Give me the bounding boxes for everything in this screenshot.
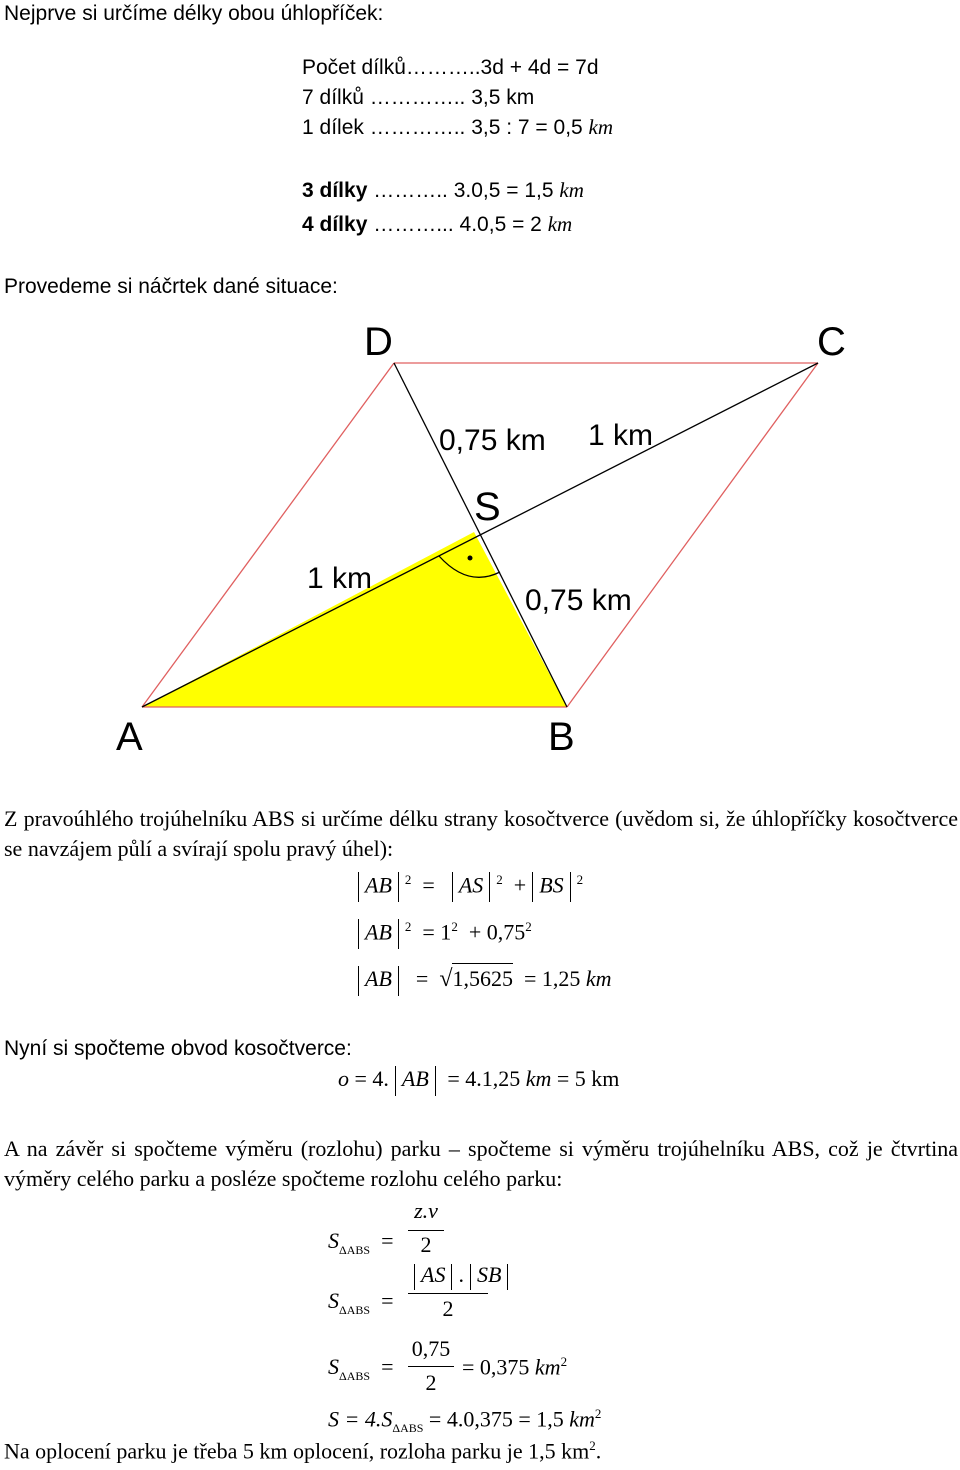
conclusion bbox=[4, 1438, 601, 1464]
fraction-line bbox=[408, 1293, 488, 1294]
abs-bar bbox=[489, 872, 490, 902]
calc-line-4-unit: km bbox=[559, 178, 584, 202]
intro-diagonals: Nejprve si určíme délky obou úhlopříček: bbox=[4, 2, 384, 25]
area-formula-3-rhs bbox=[462, 1354, 567, 1380]
perim-end: = 5 km bbox=[556, 1066, 620, 1092]
calc-line-3-unit: km bbox=[588, 115, 614, 139]
calc-line-5-text: ………... 4.0,5 = 2 bbox=[367, 213, 548, 236]
calc-line-5-unit: km bbox=[547, 212, 573, 236]
eq3-ab: AB bbox=[365, 966, 392, 992]
area-s: S bbox=[328, 1354, 339, 1379]
sqrt-sign: √ bbox=[439, 966, 453, 993]
calc-line-1: Počet dílků………..3d + 4d = 7d bbox=[302, 56, 599, 79]
eq3-unit: km bbox=[585, 966, 612, 992]
area-eq: = bbox=[381, 1228, 394, 1253]
label-s: S bbox=[474, 485, 501, 529]
eq1-ab: AB bbox=[365, 872, 392, 898]
label-a: A bbox=[116, 715, 143, 759]
calc-line-3 bbox=[302, 115, 613, 140]
fraction-line bbox=[408, 1366, 454, 1367]
perim-unit: km bbox=[525, 1066, 552, 1092]
area-eq: = bbox=[381, 1354, 394, 1379]
area-s: S bbox=[328, 1228, 339, 1253]
area-sub: ΔABS bbox=[339, 1243, 371, 1257]
pythagoras-intro: Z pravoúhlého trojúhelníku ABS si určíme délku strany kosočtverce (uvědom si, že úhlopříčky kosočtverce se navzájem půlí a svírají spolu pravý úhel): bbox=[4, 806, 958, 861]
abs-bar bbox=[414, 1264, 415, 1290]
eq3-rest: = 1,25 bbox=[523, 966, 586, 992]
area-formula-1-den: 2 bbox=[420, 1232, 432, 1257]
calc-line-4-label: 3 dílky bbox=[302, 179, 368, 202]
abs-bar bbox=[570, 872, 571, 902]
eq2-rhs: = 1 bbox=[422, 919, 452, 945]
label-sc-length: 1 km bbox=[588, 419, 654, 452]
right-angle-dot bbox=[468, 556, 473, 561]
abs-bar bbox=[470, 1264, 471, 1290]
eq3-root: 1,5625 bbox=[452, 963, 513, 991]
label-b: B bbox=[548, 715, 575, 759]
calc-line-5-label: 4 dílky bbox=[302, 213, 368, 236]
calc-line-3-text: 1 dílek ………….. 3,5 : 7 = 0,5 bbox=[302, 116, 589, 139]
area-final-exp: 2 bbox=[594, 1406, 602, 1421]
rhombus-diagram bbox=[0, 300, 960, 780]
eq2-exp: 2 bbox=[525, 919, 532, 934]
perim-mid: = 4.1,25 bbox=[447, 1066, 526, 1092]
area-f2-as: AS bbox=[421, 1262, 446, 1287]
area-final-unit: km bbox=[569, 1406, 595, 1432]
calc-line-5 bbox=[302, 212, 572, 237]
abs-bar bbox=[358, 966, 359, 996]
area-formula-2-num: AS . SB bbox=[408, 1262, 514, 1290]
label-ds-length: 0,75 km bbox=[439, 424, 546, 457]
eq2-ab: AB bbox=[365, 919, 392, 945]
area-formula-2-den: 2 bbox=[442, 1296, 454, 1321]
fraction-line bbox=[408, 1230, 444, 1231]
equation-2 bbox=[352, 919, 532, 949]
side-bc bbox=[567, 363, 818, 707]
label-c: C bbox=[817, 320, 846, 364]
calc-line-4-text: ……….. 3.0,5 = 1,5 bbox=[367, 179, 560, 202]
abs-bar bbox=[435, 1066, 436, 1096]
perim-o: o bbox=[338, 1066, 349, 1092]
equation-3 bbox=[352, 966, 612, 996]
conclusion-end: . bbox=[595, 1438, 602, 1464]
eq1-as: AS bbox=[458, 872, 484, 898]
area-formula-3-lhs bbox=[328, 1354, 394, 1383]
abs-bar bbox=[452, 872, 453, 902]
eq3-eq: = bbox=[415, 966, 429, 992]
eq1-exp: 2 bbox=[404, 872, 412, 887]
area-formula-3-num: 0,75 bbox=[411, 1336, 451, 1361]
abs-bar bbox=[398, 966, 399, 996]
calc-line-2: 7 dílků ………….. 3,5 km bbox=[302, 86, 535, 109]
eq2-plus: + 0,75 bbox=[468, 919, 526, 945]
area-formula-3-den: 2 bbox=[425, 1370, 437, 1395]
conclusion-text: Na oplocení parku je třeba 5 km oplocení, rozloha parku je 1,5 km bbox=[4, 1438, 590, 1464]
perimeter-equation bbox=[338, 1066, 619, 1096]
area-f3-unit: km bbox=[534, 1354, 561, 1380]
area-final-pre: S = 4.S bbox=[328, 1406, 393, 1432]
eq1-exp: 2 bbox=[496, 872, 503, 887]
eq2-exp: 2 bbox=[451, 919, 458, 934]
abs-bar bbox=[507, 1264, 508, 1290]
area-eq: = bbox=[381, 1288, 394, 1313]
area-f3-exp: 2 bbox=[560, 1354, 568, 1369]
abs-bar bbox=[451, 1264, 452, 1290]
abs-bar bbox=[398, 872, 399, 902]
sketch-intro: Provedeme si náčrtek dané situace: bbox=[4, 275, 338, 298]
area-formula-2-lhs bbox=[328, 1288, 394, 1317]
perimeter-intro: Nyní si spočteme obvod kosočtverce: bbox=[4, 1037, 352, 1060]
eq2-exp: 2 bbox=[404, 919, 412, 934]
abs-bar bbox=[398, 919, 399, 949]
area-intro: A na závěr si spočteme výměru (rozlohu) parku – spočteme si výměru trojúhelníku ABS, což je čtvrtina výměry celého parku a posléze spočteme rozlohu celého parku: bbox=[4, 1136, 958, 1191]
eq1-bs: BS bbox=[539, 872, 564, 898]
area-sub: ΔABS bbox=[392, 1421, 424, 1436]
label-as-length: 1 km bbox=[307, 562, 373, 595]
label-sb-length: 0,75 km bbox=[525, 584, 632, 617]
area-final-rest: = 4.0,375 = 1,5 bbox=[428, 1406, 570, 1432]
area-f2-sb: SB bbox=[476, 1262, 502, 1287]
area-sub: ΔABS bbox=[339, 1303, 371, 1317]
label-d: D bbox=[364, 320, 393, 364]
calc-line-4 bbox=[302, 178, 584, 203]
area-formula-1-num: z.v bbox=[414, 1198, 438, 1223]
area-formula-1-lhs bbox=[328, 1228, 394, 1257]
conclusion-exp: 2 bbox=[589, 1438, 596, 1453]
abs-bar bbox=[532, 872, 533, 902]
perim-ab: AB bbox=[401, 1066, 429, 1092]
abs-bar bbox=[358, 919, 359, 949]
perim-pre: = 4. bbox=[354, 1066, 389, 1092]
area-f3-rest: = 0,375 bbox=[462, 1354, 535, 1380]
eq1-exp: 2 bbox=[576, 872, 584, 887]
abs-bar bbox=[358, 872, 359, 902]
area-s: S bbox=[328, 1288, 339, 1313]
area-sub: ΔABS bbox=[339, 1369, 371, 1383]
area-final bbox=[328, 1406, 602, 1436]
equation-1: AB $^2$ = AS $^2$ + BS $^2$ bbox=[352, 872, 583, 902]
abs-bar bbox=[395, 1066, 396, 1096]
